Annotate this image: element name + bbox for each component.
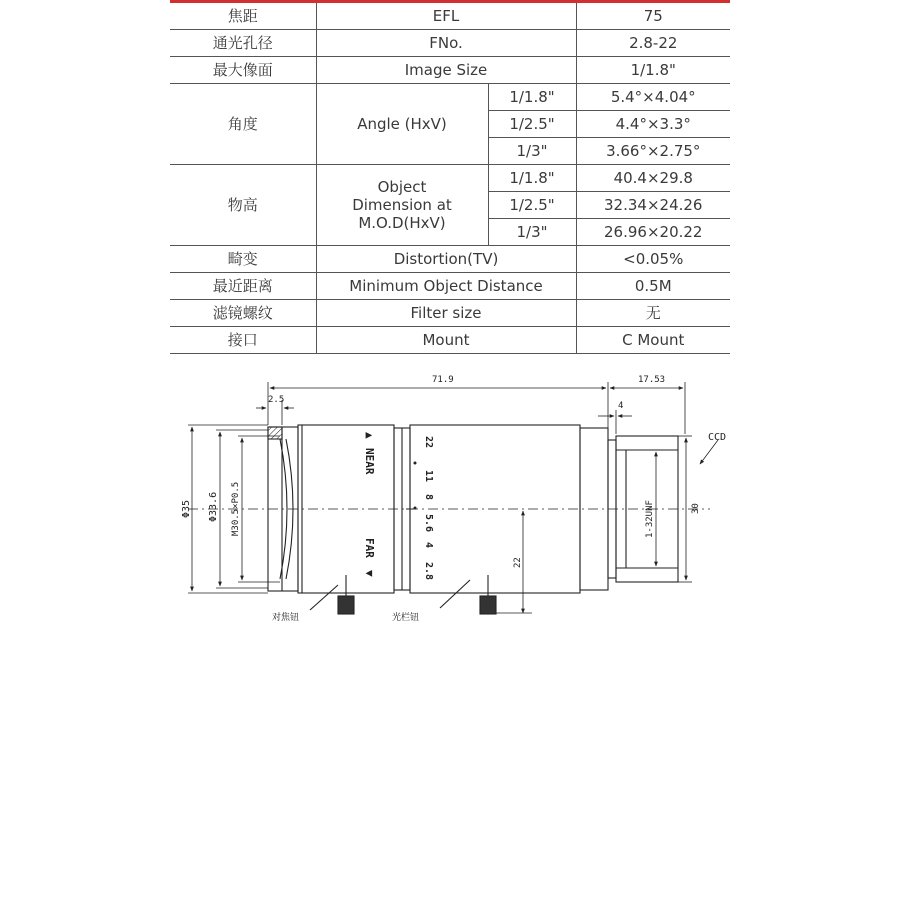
row-mount (170, 327, 730, 354)
value: 26.96×20.22 (576, 219, 730, 246)
value: 32.34×24.26 (576, 192, 730, 219)
row-fno (170, 30, 730, 57)
iris-knob-label: 光栏钮 (392, 613, 420, 623)
dim-height: 22 (513, 557, 523, 568)
fstop-5-6: 5.6 (423, 514, 434, 533)
value: C Mount (576, 327, 730, 354)
row-focal (170, 3, 730, 30)
dim-front-step: 2.5 (268, 395, 285, 405)
value: 0.5M (576, 273, 730, 300)
value: <0.05% (576, 246, 730, 273)
focus-knob-label: 对焦钮 (272, 613, 300, 623)
label-en: Distortion(TV) (316, 246, 576, 273)
fstop-22: 22 (423, 436, 434, 449)
format: 1/3" (488, 219, 576, 246)
dim-d336: Φ33.6 (208, 491, 219, 522)
label-en: EFL (316, 3, 576, 30)
value: 无 (576, 300, 730, 327)
label-en-line3: M.O.D(HxV) (358, 214, 446, 232)
ccd-label: CCD (708, 432, 727, 443)
value: 75 (576, 3, 730, 30)
lens-outline (188, 425, 710, 614)
format: 1/3" (488, 138, 576, 165)
label-zh: 最近距离 (170, 273, 316, 300)
value: 1/1.8" (576, 57, 730, 84)
row-object (170, 165, 730, 192)
label-en: Angle (HxV) (316, 84, 488, 165)
dim-length: 71.9 (432, 375, 454, 385)
label-en: Image Size (316, 57, 576, 84)
label-zh: 角度 (170, 84, 316, 165)
label-zh: 物高 (170, 165, 316, 246)
fstop-4: 4 (423, 542, 434, 549)
label-zh: 畸变 (170, 246, 316, 273)
value: 4.4°×3.3° (576, 111, 730, 138)
format: 1/2.5" (488, 111, 576, 138)
near-label: NEAR (363, 448, 376, 475)
label-en (316, 165, 488, 246)
row-angle (170, 84, 730, 111)
format: 1/2.5" (488, 192, 576, 219)
label-en-line2: Dimension at (352, 196, 452, 214)
label-zh: 接口 (170, 327, 316, 354)
fstop-scale (423, 436, 434, 580)
label-en-line1: Object (377, 178, 427, 196)
dim-d35: Φ35 (181, 499, 192, 518)
label-en: Minimum Object Distance (316, 273, 576, 300)
spec-table (170, 3, 730, 354)
label-en: Mount (316, 327, 576, 354)
dim-thread: M30.5×P0.5 (231, 481, 241, 536)
fstop-11: 11 (423, 470, 434, 483)
far-arrow-icon: ▼ (363, 570, 376, 577)
lens-drawing (170, 370, 760, 640)
format: 1/1.8" (488, 165, 576, 192)
fstop-8: 8 (423, 494, 434, 501)
label-zh: 通光孔径 (170, 30, 316, 57)
label-zh: 焦距 (170, 3, 316, 30)
row-distortion (170, 246, 730, 273)
dim-mount-thread: 1-32UNF (645, 500, 655, 538)
label-en: FNo. (316, 30, 576, 57)
value: 3.66°×2.75° (576, 138, 730, 165)
label-en: Filter size (316, 300, 576, 327)
fstop-ticks (406, 462, 417, 510)
format: 1/1.8" (488, 84, 576, 111)
row-mod (170, 273, 730, 300)
dim-back: 17.53 (638, 375, 666, 385)
near-arrow-icon: ▲ (363, 432, 376, 439)
label-zh: 最大像面 (170, 57, 316, 84)
value: 2.8-22 (576, 30, 730, 57)
row-filter (170, 300, 730, 327)
fstop-2-8: 2.8 (423, 562, 434, 581)
label-zh: 滤镜螺纹 (170, 300, 316, 327)
row-image-size (170, 57, 730, 84)
far-label: FAR (363, 538, 376, 558)
dim-mount-dia: 30 (691, 503, 701, 514)
dim-flange: 4 (618, 401, 624, 411)
value: 40.4×29.8 (576, 165, 730, 192)
value: 5.4°×4.04° (576, 84, 730, 111)
